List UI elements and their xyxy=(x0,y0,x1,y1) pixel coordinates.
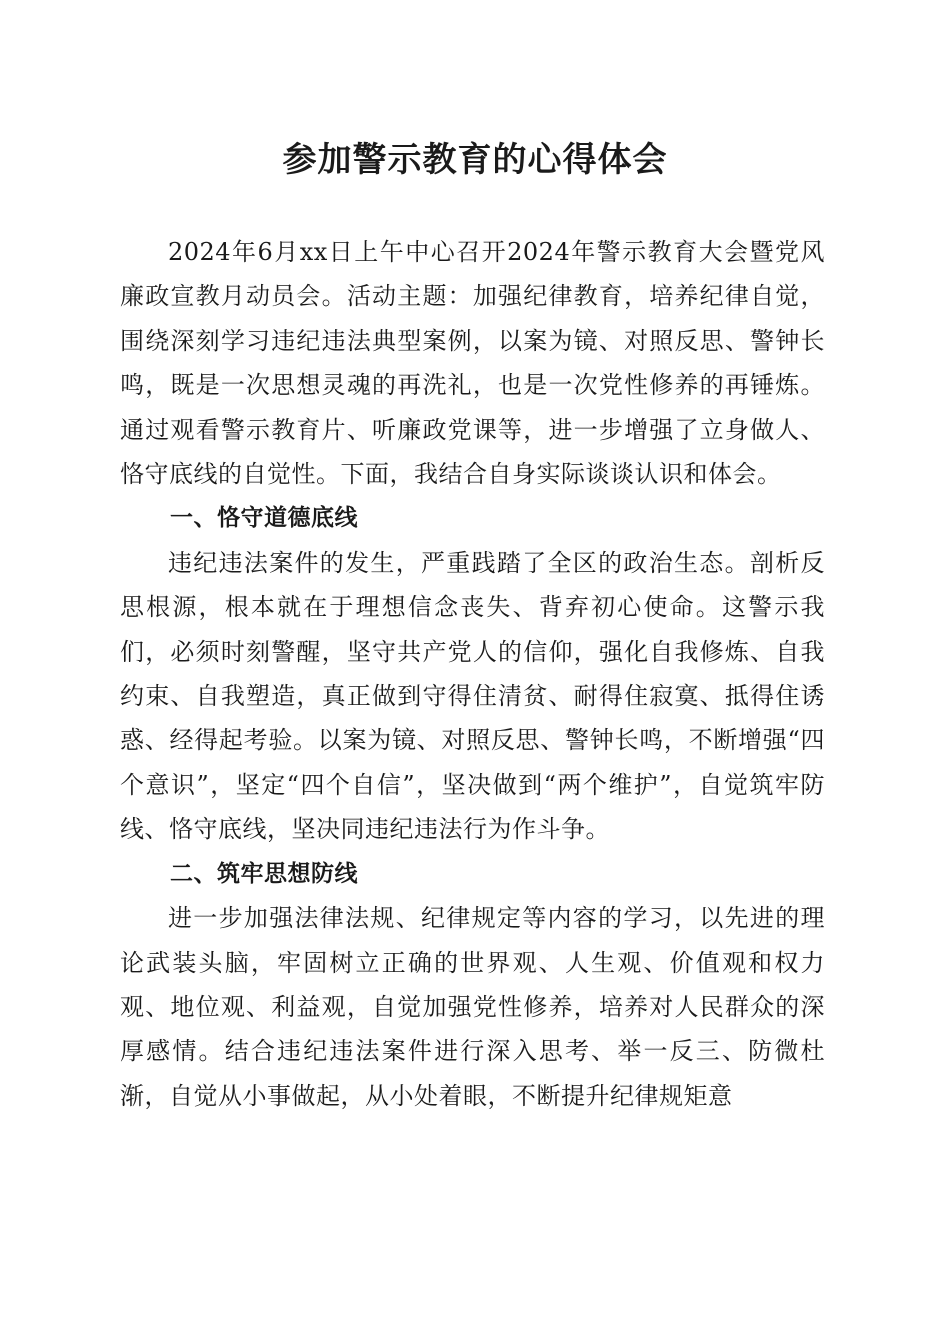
paragraph-intro: 2024年6月xx日上午中心召开2024年警示教育大会暨党风廉政宣教月动员会。活动主题：加强纪律教育，培养纪律自觉，围绕深刻学习违纪违法典型案例，以案为镜、对照反思、警钟长鸣，既是一次思想灵魂的再洗礼，也是一次党性修养的再锤炼。通过观看警示教育片、听廉政党课等，进一步增强了立身做人、恪守底线的自觉性。下面，我结合自身实际谈谈认识和体会。 xyxy=(120,238,825,489)
document-title: 参加警示教育的心得体会 xyxy=(282,140,668,180)
section-heading-1: 一、恪守道德底线 xyxy=(170,505,358,532)
paragraph-section-1: 违纪违法案件的发生，严重践踏了全区的政治生态。剖析反思根源，根本就在于理想信念丧失、背弃初心使命。这警示我们，必须时刻警醒，坚守共产党人的信仰，强化自我修炼、自我约束、自我塑造，真正做到守得住清贫、耐得住寂寞、抵得住诱惑、经得起考验。以案为镜、对照反思、警钟长鸣，不断增强“四个意识”，坚定“四个自信”，坚决做到“两个维护”，自觉筑牢防线、恪守底线，坚决同违纪违法行为作斗争。 xyxy=(120,548,825,844)
document-body xyxy=(120,230,825,1118)
section-heading-2: 二、筑牢思想防线 xyxy=(170,860,358,887)
paragraph-section-2: 进一步加强法律法规、纪律规定等内容的学习，以先进的理论武装头脑，牢固树立正确的世界观、人生观、价值观和权力观、地位观、利益观，自觉加强党性修养，培养对人民群众的深厚感情。结合违纪违法案件进行深入思考、举一反三、防微杜渐，自觉从小事做起，从小处着眼，不断提升纪律规矩意 xyxy=(120,904,825,1110)
